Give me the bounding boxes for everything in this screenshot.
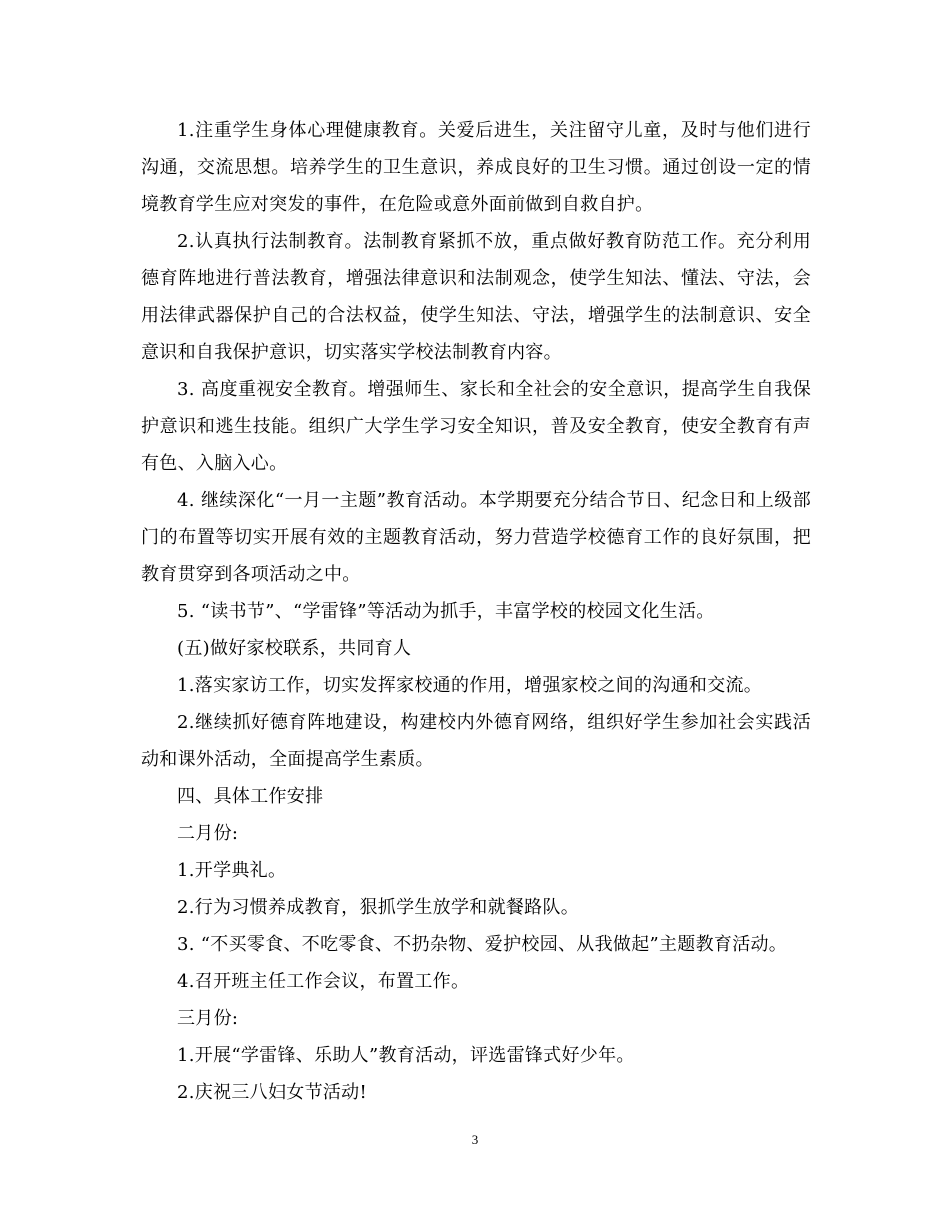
paragraph-safety-education: 3. 高度重视安全教育。增强师生、家长和全社会的安全意识，提高学生自我保护意识和逃生技能。组织广大学生学习安全知识，普及安全教育，使安全教育有声有色、入脑入心。 — [141, 379, 811, 474]
section-heading-home-school: (五)做好家校联系，共同育人 — [177, 638, 412, 659]
list-item-feb-1: 1.开学典礼。 — [177, 860, 287, 881]
paragraph-monthly-theme: 4. 继续深化“一月一主题”教育活动。本学期要充分结合节日、纪念日和上级部门的布置等切实开展有效的主题教育活动，努力营造学校德育工作的良好氛围，把教育贯穿到各项活动之中。 — [141, 490, 811, 585]
list-item-feb-4: 4.召开班主任工作会议，布置工作。 — [177, 971, 470, 992]
section-heading-work-schedule: 四、具体工作安排 — [177, 786, 324, 807]
paragraph-health-education: 1.注重学生身体心理健康教育。关爱后进生，关注留守儿童，及时与他们进行沟通，交流思想。培养学生的卫生意识，养成良好的卫生习惯。通过创设一定的情境教育学生应对突发的事件，在危险或意外面前做到自救自护。 — [141, 120, 811, 215]
month-heading-march: 三月份: — [177, 1008, 239, 1029]
paragraph-reading-festival: 5. “读书节”、“学雷锋”等活动为抓手，丰富学校的校园文化生活。 — [177, 601, 715, 622]
document-body — [141, 112, 811, 1111]
list-item-mar-2: 2.庆祝三八妇女节活动! — [177, 1082, 368, 1103]
list-item-feb-2: 2.行为习惯养成教育，狠抓学生放学和就餐路队。 — [177, 897, 580, 918]
page-number: 3 — [471, 1132, 479, 1147]
paragraph-home-visits: 1.落实家访工作，切实发挥家校通的作用，增强家校之间的沟通和交流。 — [177, 675, 763, 696]
paragraph-legal-education: 2.认真执行法制教育。法制教育紧抓不放，重点做好教育防范工作。充分利用德育阵地进行普法教育，增强法律意识和法制观念，使学生知法、懂法、守法，会用法律武器保护自己的合法权益，使学生知法、守法，增强学生的法制意识、安全意识和自我保护意识，切实落实学校法制教育内容。 — [141, 231, 811, 363]
paragraph-moral-base: 2.继续抓好德育阵地建设，构建校内外德育网络，组织好学生参加社会实践活动和课外活动，全面提高学生素质。 — [141, 712, 811, 770]
list-item-feb-3: 3. “不买零食、不吃零食、不扔杂物、爱护校园、从我做起”主题教育活动。 — [177, 934, 788, 955]
month-heading-february: 二月份: — [177, 823, 239, 844]
list-item-mar-1: 1.开展“学雷锋、乐助人”教育活动，评选雷锋式好少年。 — [177, 1045, 635, 1066]
